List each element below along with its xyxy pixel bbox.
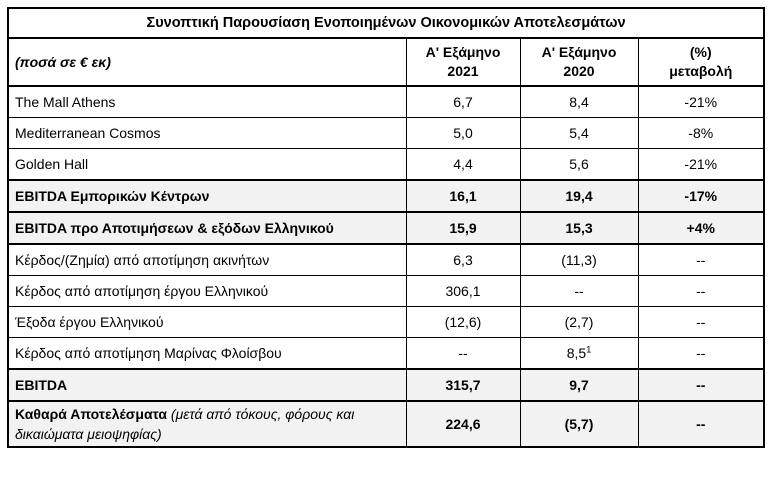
unit-label: (ποσά σε € εκ) [8,38,406,86]
value-2020: 8,5 [566,345,587,361]
table-header-row [8,38,764,86]
value-2020: -- [520,276,638,307]
row-label-cell [8,401,406,447]
value-2021: 306,1 [406,276,520,307]
value-2021: 6,3 [406,244,520,276]
table-row-subtotal [8,212,764,244]
value-2021: -- [406,338,520,370]
column-header-2020-line2: 2020 [563,63,595,79]
row-label: EBITDA [8,369,406,401]
value-change: -- [638,401,764,447]
row-label: Κέρδος από αποτίμηση έργου Ελληνικού [8,276,406,307]
value-2020: 15,3 [520,212,638,244]
financial-results-table [7,7,765,448]
column-header-2021-line1: Α' Εξάμηνο [425,44,501,60]
value-2020: 5,4 [520,118,638,149]
table-row [8,307,764,338]
value-2021: 224,6 [406,401,520,447]
table-row [8,86,764,118]
table-row [8,118,764,149]
value-2021: 6,7 [406,86,520,118]
value-2021: 315,7 [406,369,520,401]
table-row [8,149,764,181]
row-label: EBITDA Εμπορικών Κέντρων [8,180,406,212]
value-2020-cell [520,338,638,370]
column-header-2020-line1: Α' Εξάμηνο [541,44,617,60]
row-label: Mediterranean Cosmos [8,118,406,149]
value-2021: 15,9 [406,212,520,244]
table-row [8,276,764,307]
value-2020: 8,4 [520,86,638,118]
value-change: -- [638,244,764,276]
value-change: -- [638,369,764,401]
column-header-change [638,38,764,86]
column-header-change-line2: μεταβολή [669,63,733,79]
value-change: -21% [638,149,764,181]
column-header-2021-line2: 2021 [447,63,479,79]
row-label: Golden Hall [8,149,406,181]
value-2020: (5,7) [520,401,638,447]
row-label: EBITDA προ Αποτιμήσεων & εξόδων Ελληνικού [8,212,406,244]
value-2020: (11,3) [520,244,638,276]
value-2020: 5,6 [520,149,638,181]
row-label: The Mall Athens [8,86,406,118]
table-title: Συνοπτική Παρουσίαση Ενοποιημένων Οικονομικών Αποτελεσμάτων [8,8,764,38]
row-label: Έξοδα έργου Ελληνικού [8,307,406,338]
table-row-subtotal [8,180,764,212]
column-header-2020 [520,38,638,86]
value-2021: 4,4 [406,149,520,181]
results-table-container [7,7,763,448]
column-header-change-line1: (%) [689,44,712,60]
value-2020: 19,4 [520,180,638,212]
value-change: -- [638,276,764,307]
row-label: Κέρδος/(Ζημία) από αποτίμηση ακινήτων [8,244,406,276]
footnote-marker: 1 [586,344,592,355]
row-label: Κέρδος από αποτίμηση Μαρίνας Φλοίσβου [8,338,406,370]
value-change: -17% [638,180,764,212]
row-label: Καθαρά Αποτελέσματα [15,406,168,422]
value-2021: 5,0 [406,118,520,149]
value-change: -21% [638,86,764,118]
value-change: -8% [638,118,764,149]
value-2021: (12,6) [406,307,520,338]
table-row-subtotal [8,369,764,401]
table-row [8,338,764,370]
column-header-2021 [406,38,520,86]
table-row-total [8,401,764,447]
value-change: -- [638,307,764,338]
value-2020: 9,7 [520,369,638,401]
row-label-note: (μετά από τόκους, φόρους και δικαιώματα μειοψηφίας) [15,406,355,442]
value-change: +4% [638,212,764,244]
value-2020: (2,7) [520,307,638,338]
table-title-row [8,8,764,38]
value-change: -- [638,338,764,370]
value-2021: 16,1 [406,180,520,212]
table-row [8,244,764,276]
